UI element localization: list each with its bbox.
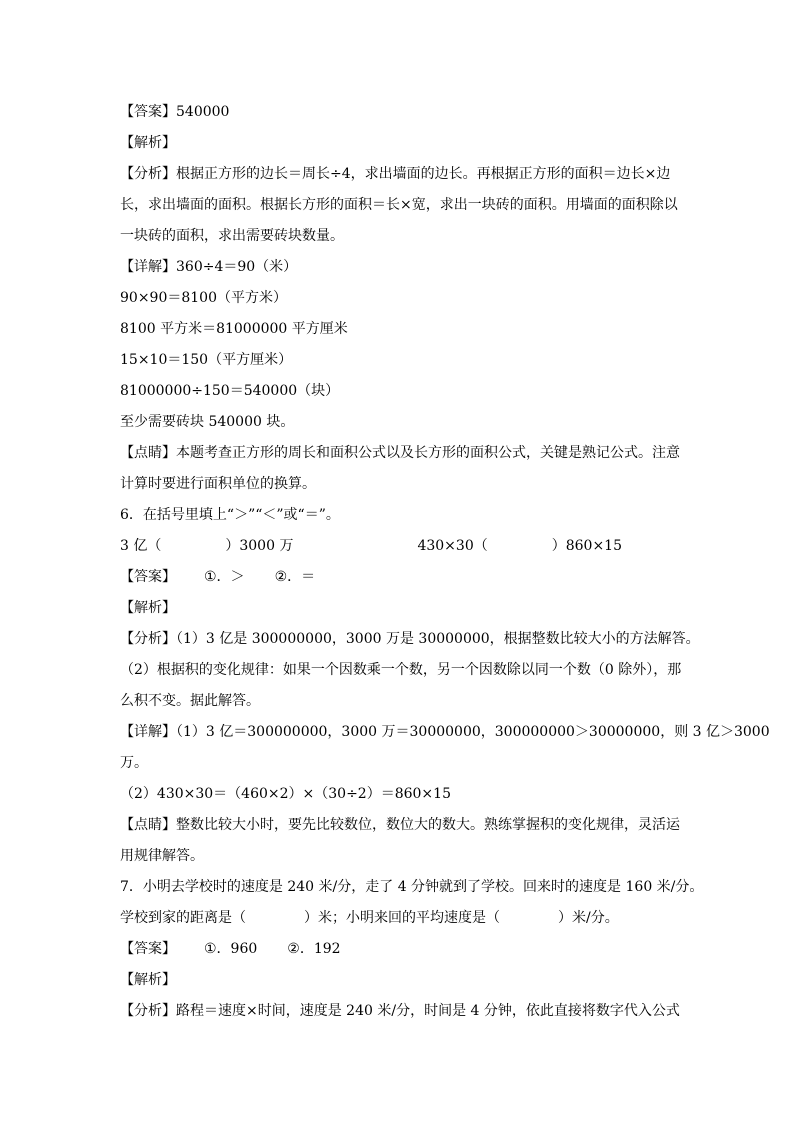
fenxi-tag: 【分析】 (120, 1003, 176, 1019)
q6-item-b-right: ）860×15 (551, 538, 623, 554)
dianjing-line (120, 810, 680, 841)
xiangjie-tag: 【详解】 (120, 724, 176, 740)
text-line: 8100 平方米＝81000000 平方厘米 (120, 321, 348, 337)
fenxi-line (120, 624, 700, 655)
answer-2: ②．192 (287, 941, 341, 957)
analysis-heading (120, 593, 680, 624)
fenxi-text: 路程＝速度×时间，速度是 240 米/分，时间是 4 分钟，依此直接将数字代入公式 (176, 1003, 680, 1019)
q7-part-b: ）米；小明来回的平均速度是（ (304, 910, 500, 926)
q7-part-a: 学校到家的距离是（ (120, 910, 246, 926)
dianjing-tag: 【点睛】 (120, 817, 176, 833)
fenxi-line (120, 996, 680, 1027)
answer-line (120, 934, 680, 965)
xiangjie-line (120, 252, 680, 283)
fenxi-line (120, 159, 680, 190)
dianjing-tag: 【点睛】 (120, 445, 176, 461)
answer-1: ①．＞ (204, 569, 245, 585)
xiangjie-line (120, 717, 770, 748)
answer-text: 540000 (176, 104, 230, 120)
answer-tag: 【答案】 (120, 569, 176, 585)
dianjing-text: 本题考查正方形的周长和面积公式以及长方形的面积公式，关键是熟记公式。注意 (176, 445, 680, 461)
fenxi-text: 根据正方形的边长＝周长÷4，求出墙面的边长。再根据正方形的面积＝边长×边 (176, 166, 671, 182)
q6-item-a-left: 3 亿（ (120, 538, 162, 554)
answer-line (120, 562, 680, 593)
xiangjie-tag: 【详解】 (120, 259, 176, 275)
text-line: 么积不变。据此解答。 (120, 693, 260, 709)
text-line: 至少需要砖块 540000 块。 (120, 414, 295, 430)
text-line: 用规律解答。 (120, 848, 204, 864)
text-line: 90×90＝8100（平方米） (120, 290, 287, 306)
text-line: （2）430×30＝（460×2）×（30÷2）＝860×15 (120, 786, 451, 802)
document-page (120, 97, 770, 1027)
answer-line (120, 97, 680, 128)
analysis-tag: 【解析】 (120, 972, 176, 988)
question-6-items (120, 531, 680, 562)
analysis-tag: 【解析】 (120, 600, 176, 616)
dianjing-line (120, 438, 680, 469)
answer-2: ②．＝ (274, 569, 316, 585)
analysis-heading (120, 128, 680, 159)
fenxi-text: （1）3 亿是 300000000，3000 万是 30000000，根据整数比较大小的方法解答。 (176, 631, 700, 647)
fenxi-tag: 【分析】 (120, 631, 176, 647)
text-line: 长，求出墙面的面积。根据长方形的面积＝长×宽，求出一块砖的面积。用墙面的面积除以 (120, 197, 678, 213)
answer-tag: 【答案】 (120, 941, 176, 957)
question-7-blanks (120, 903, 680, 934)
analysis-heading (120, 965, 680, 996)
text-line: 万。 (120, 755, 148, 771)
fenxi-tag: 【分析】 (120, 166, 176, 182)
q6-item-b-left: 430×30（ (417, 538, 488, 554)
analysis-tag: 【解析】 (120, 135, 176, 151)
text-line: 一块砖的面积，求出需要砖块数量。 (120, 228, 344, 244)
text-line: 81000000÷150＝540000（块） (120, 383, 340, 399)
question-6: 6．在括号里填上“＞”“＜”或“＝”。 (120, 507, 340, 523)
text-line: 计算时要进行面积单位的换算。 (120, 476, 316, 492)
text-line: 15×10＝150（平方厘米） (120, 352, 293, 368)
answer-1: ①．960 (204, 941, 258, 957)
xiangjie-text: 360÷4＝90（米） (176, 259, 298, 275)
answer-tag: 【答案】 (120, 104, 176, 120)
text-line: （2）根据积的变化规律：如果一个因数乘一个数，另一个因数除以同一个数（0 除外），那 (120, 662, 682, 678)
question-7: 7．小明去学校时的速度是 240 米/分，走了 4 分钟就到了学校。回来时的速度是 160 米/分。 (120, 879, 704, 895)
q7-part-c: ）米/分。 (558, 910, 619, 926)
xiangjie-text: （1）3 亿＝300000000，3000 万＝30000000，300000000＞30000000，则 3 亿＞3000 (176, 724, 770, 740)
q6-item-a-right: ）3000 万 (225, 538, 294, 554)
dianjing-text: 整数比较大小时，要先比较数位，数位大的数大。熟练掌握积的变化规律，灵活运 (176, 817, 680, 833)
